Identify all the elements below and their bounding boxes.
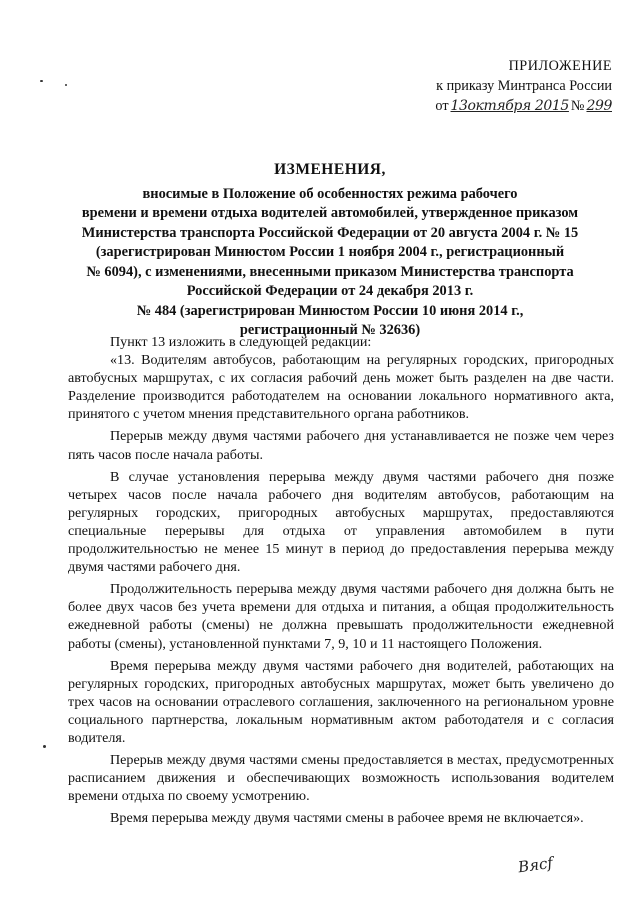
body-paragraph: В случае установления перерыва между двумя частями рабочего дня позже четырех часов после начала рабочего дня водителям автобусов, работающим на регулярных городских, пригородных автобусных маршрутах, предоставляются специальные перерывы для отдыха от управления автомобилем в пути продолжительностью не менее 15 минут в период до предоставления перерыва между двумя частями рабочего дня.: [68, 468, 614, 576]
body-paragraph: Продолжительность перерыва между двумя частями рабочего дня должна быть не более двух часов без учета времени для отдыха и питания, а общая продолжительность ежедневной работы (смены) не должна превышать продолжительности ежедневной работы (смены), установленной пунктами 7, 9, 10 и 11 настоящего Положения.: [68, 581, 614, 652]
heading-line: Российской Федерации от 24 декабря 2013 г.: [186, 283, 474, 299]
heading-line: № 6094), с изменениями, внесенными приказом Министерства транспорта: [86, 263, 574, 280]
appendix-order-ref: к приказу Минтранса России: [436, 78, 612, 94]
heading-line: вносимые в Положение об особенностях режима рабочего: [142, 185, 518, 202]
number-prefix: №: [570, 98, 585, 114]
scan-speck: [40, 80, 43, 82]
body-paragraph: Перерыв между двумя частями рабочего дня устанавливается не позже чем через пять часов после начала работы.: [68, 428, 614, 463]
document-body: [68, 333, 614, 827]
document-heading: [60, 160, 600, 341]
handwritten-number: 299: [586, 98, 612, 114]
body-paragraph: Перерыв между двумя частями смены предоставляется в местах, предусмотренных расписанием движения и обеспечивающих возможность использования водителем времени отдыха по своему усмотрению.: [68, 752, 614, 805]
closing-paragraph: Время перерыва между двумя частями смены в рабочее время не включается».: [110, 810, 584, 827]
heading-line: времени и времени отдыха водителей автомобилей, утвержденное приказом: [81, 205, 579, 221]
date-prefix: от: [435, 98, 449, 114]
appendix-date-number: [372, 96, 612, 116]
handwritten-signature: Вясf: [516, 853, 555, 877]
appendix-block: [372, 56, 612, 116]
intro-paragraph: Пункт 13 изложить в следующей редакции:: [110, 334, 372, 350]
heading-line: (зарегистрирован Минюстом России 1 ноября 2004 г., регистрационный: [95, 244, 565, 260]
scan-speck: [65, 84, 67, 86]
body-paragraph: Время перерыва между двумя частями рабочего дня водителей, работающих на регулярных городских, пригородных автобусных маршрутах, может быть увеличено до трех часов на основании отраслевого соглашения, заключенного на региональном уровне социального партнерства, локальным нормативным актом работодателя и с согласия водителя.: [68, 657, 614, 746]
heading-line: Министерства транспорта Российской Федерации от 20 августа 2004 г. № 15: [81, 224, 579, 241]
handwritten-date: 13октября 2015: [450, 98, 569, 114]
heading-line: регистрационный № 32636): [239, 322, 421, 338]
scan-speck: [43, 745, 46, 748]
body-paragraph: «13. Водителям автобусов, работающим на регулярных городских, пригородных автобусных маршрутах, с их согласия рабочий день может быть разделен на две части. Разделение производится работодателем на основании локального нормативного акта, принятого с учетом мнения представительного органа работников.: [68, 352, 614, 423]
heading-title: ИЗМЕНЕНИЯ,: [274, 161, 386, 178]
appendix-title: ПРИЛОЖЕНИЕ: [508, 58, 612, 74]
heading-line: № 484 (зарегистрирован Минюстом России 10 июня 2014 г.,: [136, 302, 524, 319]
